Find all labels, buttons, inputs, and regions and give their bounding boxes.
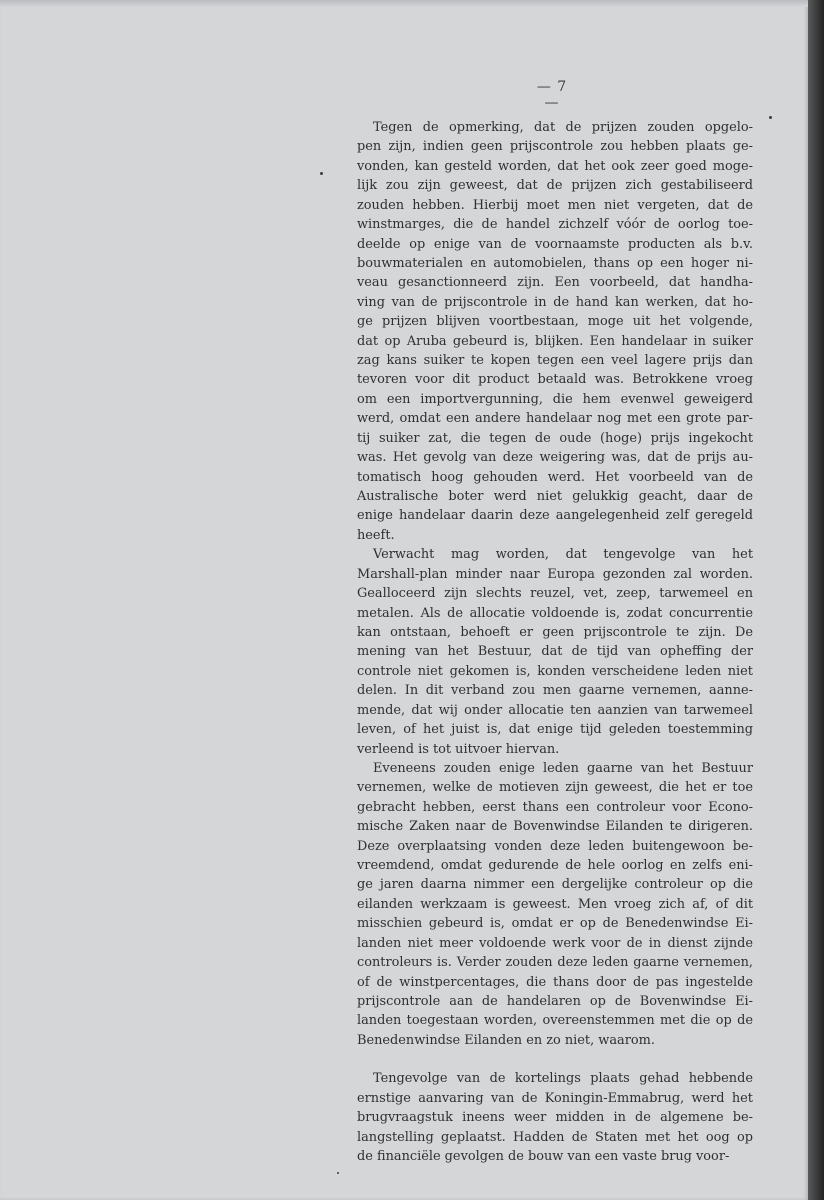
text-line: vonden, kan gesteld worden, dat het ook zeer goed moge-: [357, 158, 753, 174]
text-line: mende, dat wij onder allocatie ten aanzien van tarwemeel: [357, 702, 753, 718]
text-line: controleurs is. Verder zouden deze leden gaarne vernemen,: [357, 955, 753, 971]
text-line: de financiële gevolgen de bouw van een vaste brug voor-: [357, 1148, 730, 1164]
text-line: gebracht hebben, eerst thans een controleur voor Econo-: [357, 799, 753, 815]
text-line: misschien gebeurd is, omdat er op de Benedenwindse Ei-: [357, 916, 753, 932]
text-line: pen zijn, indien geen prijscontrole zou hebben plaats ge-: [357, 139, 753, 155]
text-line: werd, omdat een andere handelaar nog met een grote par-: [357, 411, 753, 427]
text-line: Deze overplaatsing vonden deze leden buitengewoon be-: [357, 838, 753, 854]
text-line: was. Het gevolg van deze weigering was, dat de prijs au-: [357, 450, 753, 466]
text-line: mening van het Bestuur, dat de tijd van opheffing der: [357, 644, 753, 660]
text-line: ge jaren daarna nimmer een dergelijke controleur op die: [357, 877, 753, 893]
text-line: Tegen de opmerking, dat de prijzen zouden opgelo-: [373, 120, 753, 135]
text-line: winstmarges, die de handel zichzelf vóór de oorlog toe-: [357, 217, 753, 233]
text-line: landen toegestaan worden, overeenstemmen met die op de: [357, 1013, 753, 1029]
text-line: ving van de prijscontrole in de hand kan werken, dat ho-: [357, 294, 753, 310]
text-line: brugvraagstuk ineens weer midden in de algemene be-: [357, 1110, 753, 1126]
text-line: landen niet meer voldoende werk voor de in dienst zijnde: [357, 935, 753, 951]
body-text: [357, 118, 753, 1166]
text-line: kan ontstaan, behoeft er geen prijscontrole te zijn. De: [357, 624, 753, 640]
text-line: Benedenwindse Eilanden en zo niet, waarom.: [357, 1032, 655, 1048]
text-line: veau gesanctionneerd zijn. Een voorbeeld, dat handha-: [357, 275, 753, 291]
text-line: controle niet gekomen is, konden verscheidene leden niet: [357, 663, 753, 679]
text-line: enige handelaar daarin deze aangelegenheid zelf geregeld: [357, 508, 753, 524]
text-line: lijk zou zijn geweest, dat de prijzen zich gestabiliseerd: [357, 178, 753, 194]
text-line: Eveneens zouden enige leden gaarne van het Bestuur: [373, 760, 753, 776]
paper-speck: [320, 172, 323, 175]
text-line: zouden hebben. Hierbij moet men niet vergeten, dat de: [357, 197, 753, 213]
text-line: zag kans suiker te kopen tegen een veel lagere prijs dan: [357, 353, 753, 369]
paper-speck: [769, 116, 772, 119]
text-line: langstelling geplaatst. Hadden de Staten met het oog op: [357, 1129, 753, 1145]
text-line: tij suiker zat, die tegen de oude (hoge) prijs ingekocht: [357, 430, 753, 446]
paper-speck: [337, 1172, 339, 1174]
text-line: Verwacht mag worden, dat tengevolge van het: [373, 547, 753, 563]
text-line: ge prijzen blijven voortbestaan, moge uit het volgende,: [357, 314, 753, 330]
text-line: bouwmaterialen en automobielen, thans op een hoger ni-: [357, 255, 753, 271]
text-line: delen. In dit verband zou men gaarne vernemen, aanne-: [357, 683, 753, 699]
text-line: eilanden werkzaam is geweest. Men vroeg zich af, of dit: [357, 896, 753, 912]
paragraph-price-control: [357, 118, 753, 545]
paragraph-controleur: [357, 759, 753, 1050]
text-line: metalen. Als de allocatie voldoende is, zodat concurrentie: [357, 605, 753, 621]
text-line: leven, of het juist is, dat enige tijd geleden toestemming: [357, 722, 753, 738]
text-line: tomatisch hoog gehouden werd. Het voorbeeld van de: [357, 469, 753, 485]
text-line: verleend is tot uitvoer hiervan.: [357, 741, 560, 757]
text-line: of de winstpercentages, die thans door de pas ingestelde: [357, 974, 753, 990]
scan-background-edge: [808, 0, 824, 1200]
text-line: mische Zaken naar de Bovenwindse Eilanden te dirigeren.: [357, 819, 753, 835]
text-line: deelde op enige van de voornaamste producten als b.v.: [357, 236, 753, 252]
page-number: — 7 —: [536, 79, 568, 111]
text-line: ernstige aanvaring van de Koningin-Emmabrug, werd het: [357, 1090, 753, 1106]
paragraph-marshall-plan: [357, 545, 753, 759]
text-line: om een importvergunning, die hem evenwel geweigerd: [357, 391, 753, 407]
text-line: dat op Aruba gebeurd is, blijken. Een handelaar in suiker: [357, 333, 753, 349]
text-line: vreemdend, omdat gedurende de hele oorlog en zelfs eni-: [357, 858, 753, 874]
text-line: heeft.: [357, 527, 395, 543]
page-top-edge: [0, 0, 808, 7]
text-line: prijscontrole aan de handelaren op de Bovenwindse Ei-: [357, 993, 753, 1009]
text-line: Australische boter werd niet gelukkig geacht, daar de: [357, 489, 753, 505]
text-line: vernemen, welke de motieven zijn geweest, die het er toe: [357, 780, 753, 796]
text-line: Marshall-plan minder naar Europa gezonden zal worden.: [357, 566, 753, 582]
text-line: Gealloceerd zijn slechts reuzel, vet, zeep, tarwemeel en: [357, 586, 753, 602]
text-line: Tengevolge van de kortelings plaats gehad hebbende: [373, 1071, 753, 1087]
paragraph-emmabrug: [357, 1069, 753, 1166]
text-line: tevoren voor dit product betaald was. Betrokkene vroeg: [357, 372, 753, 388]
